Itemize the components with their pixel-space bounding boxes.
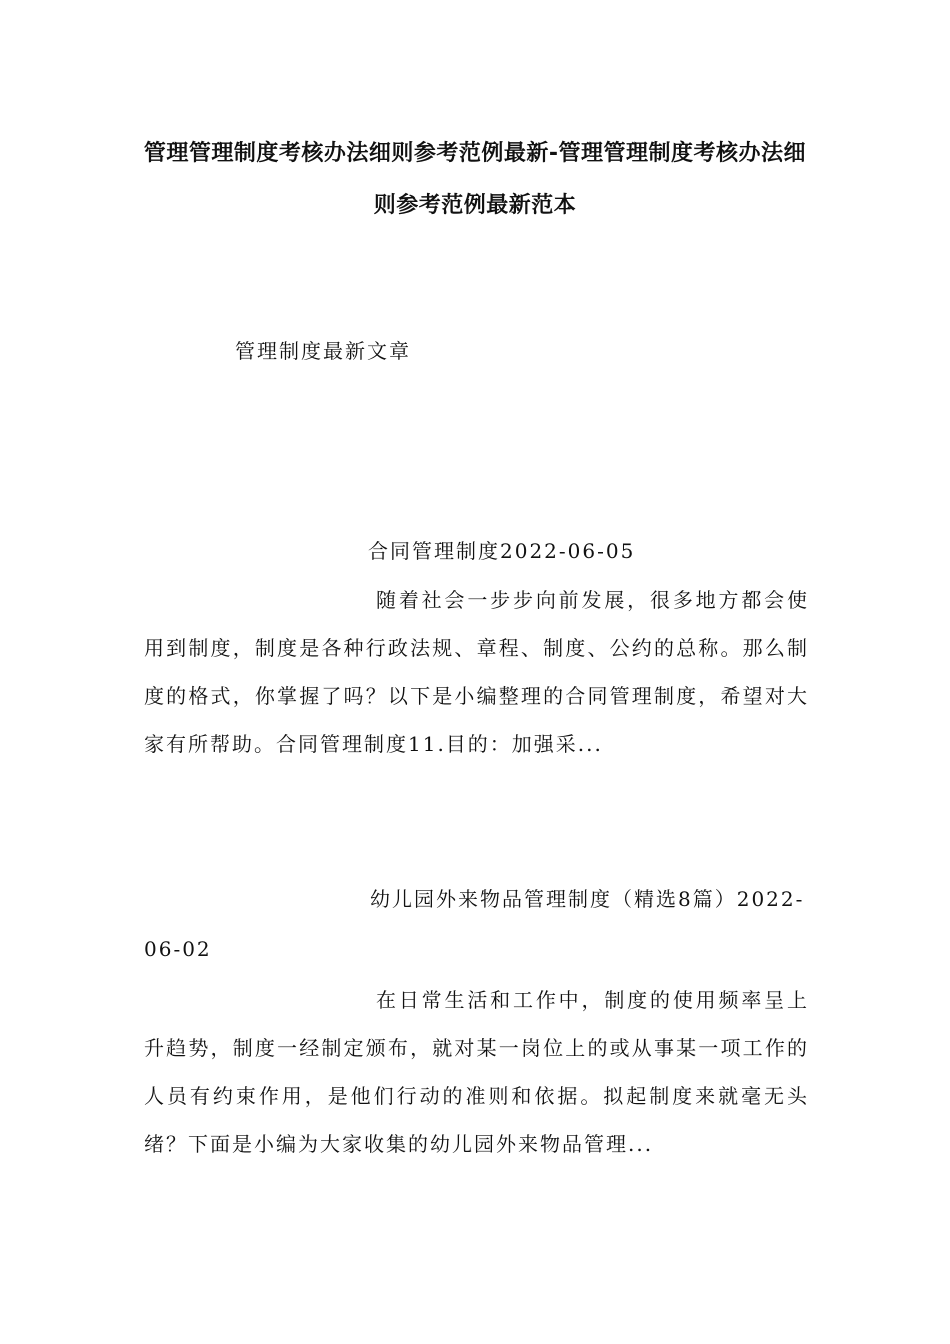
document-title: 管理管理制度考核办法细则参考范例最新-管理管理制度考核办法细则参考范例最新范本: [143, 141, 807, 218]
section-heading: 管理制度最新文章: [235, 339, 411, 363]
article-title[interactable]: 合同管理制度2022-06-05: [368, 539, 636, 563]
article-title[interactable]: 幼儿园外来物品管理制度（精选8篇）2022-06-02: [144, 887, 805, 961]
article-item: [144, 526, 809, 768]
article-summary: 在日常生活和工作中，制度的使用频率呈上升趋势，制度一经制定颁布，就对某一岗位上的或从事某一项工作的人员有约束作用，是他们行动的准则和依据。拟起制度来就毫无头绪？下面是小编为大家收集的幼儿园外来物品管理...: [144, 988, 809, 1156]
article-summary: 随着社会一步步向前发展，很多地方都会使用到制度，制度是各种行政法规、章程、制度、公约的总称。那么制度的格式，你掌握了吗？以下是小编整理的合同管理制度，希望对大家有所帮助。合同管理制度11.目的：加强采...: [144, 588, 809, 756]
article-item: [144, 874, 809, 1168]
